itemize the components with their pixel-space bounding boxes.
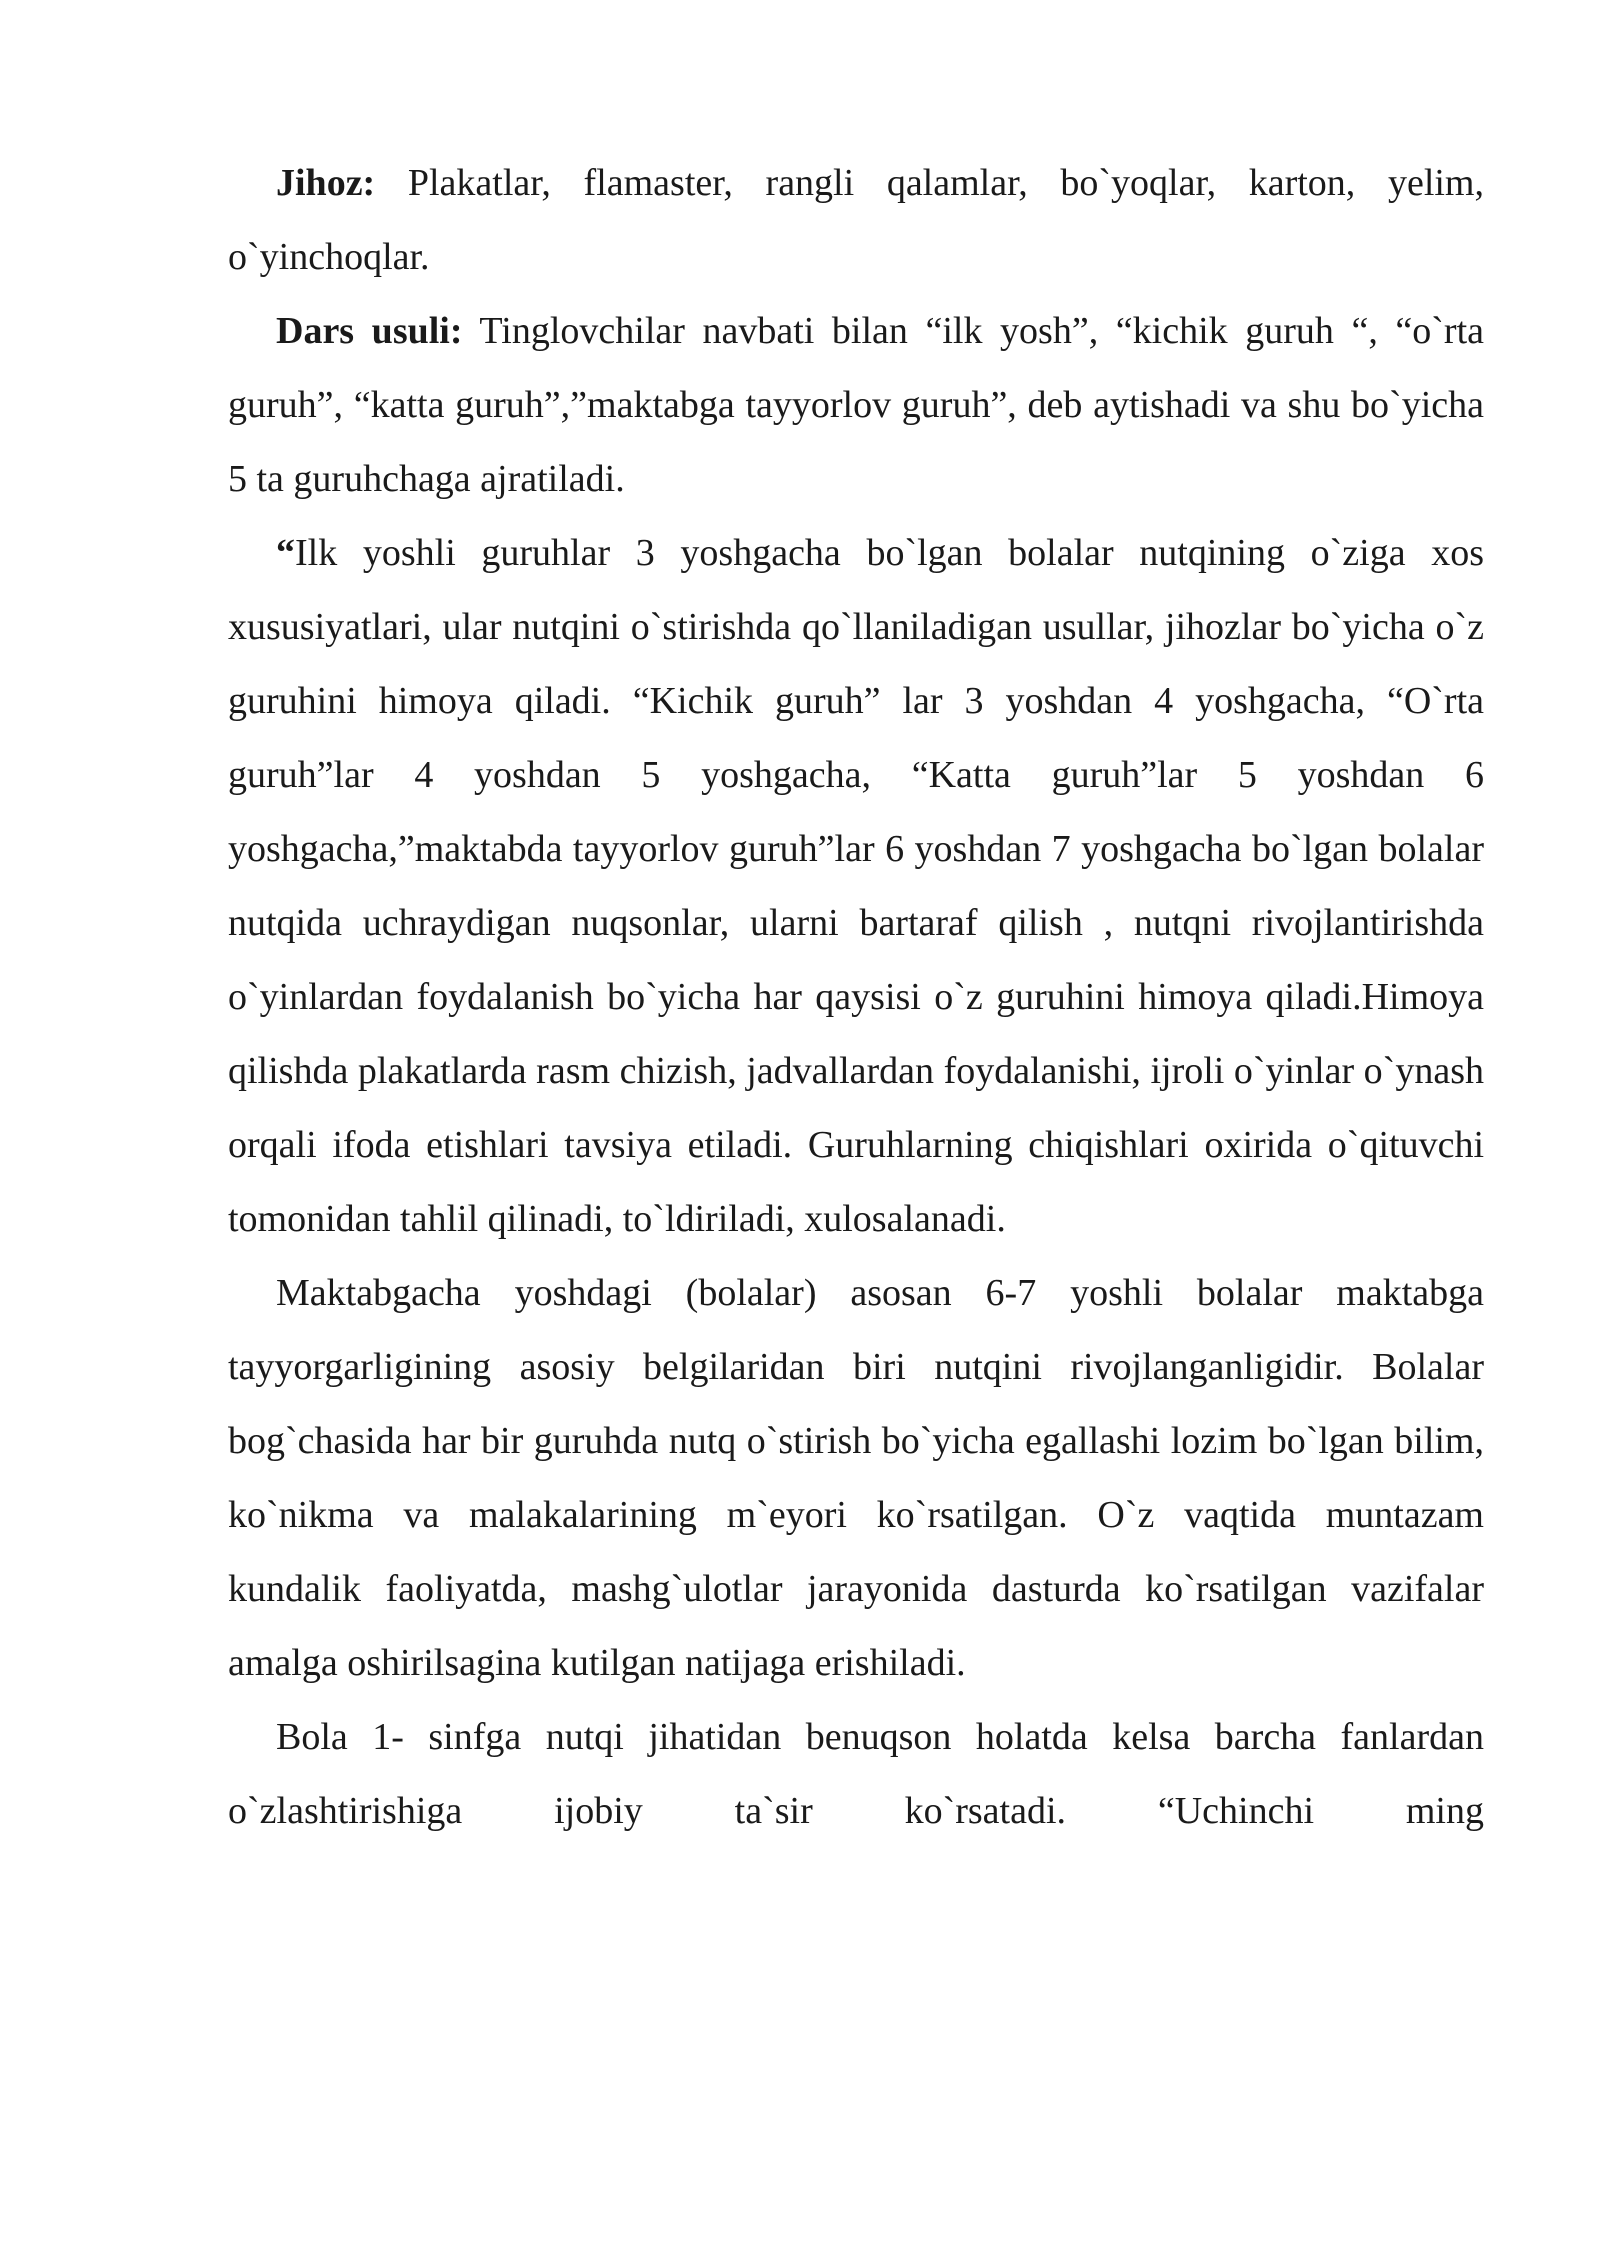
paragraph-label: Dars usuli: (276, 310, 463, 352)
paragraph-first-grade (228, 1700, 1484, 1848)
paragraph-preschool (228, 1256, 1484, 1700)
paragraph-text: Ilk yoshli guruhlar 3 yoshgacha bo`lgan bolalar nutqining o`ziga xos xususiyatlari, ular nutqini o`stirishda qo`llaniladigan usullar, jihozlar bo`yicha o`z guruhini himoya qiladi. “Kichik guruh” lar 3 yoshdan 4 yoshgacha, “O`rta guruh”lar 4 yoshdan 5 yoshgacha, “Katta guruh”lar 5 yoshdan 6 yoshgacha,”maktabda tayyorlov guruh”lar 6 yoshdan 7 yoshgacha bo`lgan bolalar nutqida uchraydigan nuqsonlar, ularni bartaraf qilish , nutqni rivojlantirishda o`yinlardan foydalanish bo`yicha har qaysisi o`z guruhini himoya qiladi.Himoya qilishda plakatlarda rasm chizish, jadvallardan foydalanishi, ijroli o`yinlar o`ynash orqali ifoda etishlari tavsiya etiladi. Guruhlarning chiqishlari oxirida o`qituvchi tomonidan tahlil qilinadi, to`ldiriladi, xulosalanadi. (228, 532, 1484, 1240)
paragraph-text: Tinglovchilar navbati bilan “ilk yosh”, “kichik guruh “, “o`rta guruh”, “katta guruh”,”maktabga tayyorlov guruh”, deb aytishadi va shu bo`yicha 5 ta guruhchaga ajratiladi. (228, 310, 1484, 500)
paragraph-text: Plakatlar, flamaster, rangli qalamlar, bo`yoqlar, karton, yelim, o`yinchoqlar. (228, 162, 1484, 278)
paragraph-age-groups (228, 516, 1484, 1256)
paragraph-text: Bola 1- sinfga nutqi jihatidan benuqson holatda kelsa barcha fanlardan o`zlashtirishiga ijobiy ta`sir ko`rsatadi. “Uchinchi ming (228, 1716, 1484, 1832)
paragraph-label: “ (276, 532, 295, 574)
paragraph-lesson-method (228, 294, 1484, 516)
paragraph-label: Jihoz: (276, 162, 376, 204)
paragraph-equipment (228, 146, 1484, 294)
document-body (228, 146, 1484, 1848)
paragraph-text: Maktabgacha yoshdagi (bolalar) asosan 6-7 yoshli bolalar maktabga tayyorgarligining asosiy belgilaridan biri nutqini rivojlanganligidir. Bolalar bog`chasida har bir guruhda nutq o`stirish bo`yicha egallashi lozim bo`lgan bilim, ko`nikma va malakalarining m`eyori ko`rsatilgan. O`z vaqtida muntazam kundalik faoliyatda, mashg`ulotlar jarayonida dasturda ko`rsatilgan vazifalar amalga oshirilsagina kutilgan natijaga erishiladi. (228, 1272, 1484, 1684)
